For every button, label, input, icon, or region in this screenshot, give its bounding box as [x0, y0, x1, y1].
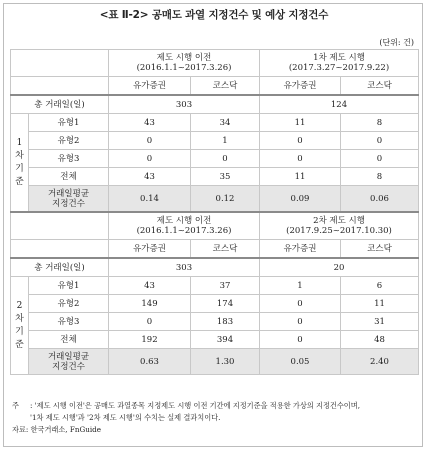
s1-before-title: 제도 시행 이전 — [156, 53, 212, 63]
s2-average-row — [11, 349, 419, 375]
s2-before-period: (2016.1.1~2017.3.26) — [136, 226, 232, 236]
unit-label: (단위: 건) — [379, 38, 414, 47]
row-label: 전체 — [29, 331, 109, 349]
s1-col-kospi-after: 유가증권 — [260, 77, 341, 96]
note-text-2: '1차 제도 시행'과 '2차 제도 시행'의 수치는 실제 결과치이다. — [30, 413, 221, 422]
s1-before-period: (2016.1.1~2017.3.26) — [136, 63, 232, 73]
s1-market-header-row — [11, 77, 419, 96]
table-cell: 0 — [191, 150, 260, 168]
s2-trading-days-row — [11, 258, 419, 277]
s2-type1-row — [11, 277, 419, 295]
s2-trading-days-after: 20 — [260, 258, 419, 277]
s1-total-row — [11, 168, 419, 186]
s2-col-kosdaq-before: 코스닥 — [191, 240, 260, 259]
row-label: 유형1 — [29, 114, 109, 132]
s2-market-blank — [11, 240, 109, 259]
table-cell: 37 — [191, 277, 260, 295]
s1-col-kosdaq-before: 코스닥 — [191, 77, 260, 96]
table-cell: 0 — [260, 331, 341, 349]
table-cell: 6 — [341, 277, 419, 295]
note-line — [12, 400, 416, 412]
s2-type3-row — [11, 313, 419, 331]
s2-market-header-row — [11, 240, 419, 259]
note-text-1: : '제도 시행 이전'은 공매도 과열종목 지정제도 시행 이전 기간에 지정기준을 적용한 가상의 지정건수이며, — [30, 401, 360, 410]
table-cell: 0.12 — [191, 186, 260, 213]
table-cell: 31 — [341, 313, 419, 331]
s1-col-kospi-before: 유가증권 — [109, 77, 191, 96]
table-cell: 0 — [341, 132, 419, 150]
table-cell: 1.30 — [191, 349, 260, 375]
table-cell: 43 — [109, 277, 191, 295]
s1-after-title: 1차 제도 시행 — [313, 53, 365, 63]
table-cell: 394 — [191, 331, 260, 349]
table-cell: 35 — [191, 168, 260, 186]
s2-total-row — [11, 331, 419, 349]
table-cell: 0.63 — [109, 349, 191, 375]
s2-before-header — [109, 212, 260, 240]
table-cell: 192 — [109, 331, 191, 349]
s2-before-title: 제도 시행 이전 — [156, 216, 212, 226]
s2-period-header-row — [11, 212, 419, 240]
table-cell: 1 — [260, 277, 341, 295]
table-cell: 0 — [260, 295, 341, 313]
table-cell: 34 — [191, 114, 260, 132]
s2-col-kospi-before: 유가증권 — [109, 240, 191, 259]
avg-row-label: 거래일평균 지정건수 — [29, 349, 109, 375]
s1-type3-row — [11, 150, 419, 168]
row-label: 유형3 — [29, 150, 109, 168]
s2-side-label: 2 차 기 준 — [11, 277, 29, 375]
table-cell: 11 — [260, 114, 341, 132]
s1-trading-days-after: 124 — [260, 95, 419, 114]
s1-type2-row — [11, 132, 419, 150]
s2-trading-days-label: 총 거래일(일) — [11, 258, 109, 277]
table-cell: 11 — [260, 168, 341, 186]
s2-after-header — [260, 212, 419, 240]
row-label: 유형2 — [29, 132, 109, 150]
designation-count-table — [10, 49, 419, 375]
s1-type1-row — [11, 114, 419, 132]
s1-after-header — [260, 50, 419, 77]
s1-period-header-row — [11, 50, 419, 77]
s1-average-row — [11, 186, 419, 213]
table-cell: 0 — [109, 132, 191, 150]
table-footnotes — [12, 400, 416, 436]
table-cell: 0 — [260, 150, 341, 168]
s1-trading-days-row — [11, 95, 419, 114]
s2-trading-days-before: 303 — [109, 258, 260, 277]
s2-type2-row — [11, 295, 419, 313]
s1-market-blank — [11, 77, 109, 96]
table-cell: 0.14 — [109, 186, 191, 213]
table-cell: 11 — [341, 295, 419, 313]
table-cell: 0 — [109, 313, 191, 331]
s1-header-blank — [11, 50, 109, 77]
s2-after-title: 2차 제도 시행 — [313, 216, 365, 226]
table-cell: 0.06 — [341, 186, 419, 213]
table-cell: 1 — [191, 132, 260, 150]
table-cell: 8 — [341, 114, 419, 132]
table-cell: 0.05 — [260, 349, 341, 375]
s1-col-kosdaq-after: 코스닥 — [341, 77, 419, 96]
table-cell: 174 — [191, 295, 260, 313]
table-cell: 0.09 — [260, 186, 341, 213]
s1-after-period: (2017.3.27~2017.9.22) — [288, 63, 390, 73]
s2-col-kosdaq-after: 코스닥 — [341, 240, 419, 259]
table-cell: 0 — [109, 150, 191, 168]
table-cell: 8 — [341, 168, 419, 186]
row-label: 유형2 — [29, 295, 109, 313]
note-line — [12, 412, 416, 424]
s1-side-label: 1 차 기 준 — [11, 114, 29, 213]
row-label: 전체 — [29, 168, 109, 186]
table-cell: 0 — [341, 150, 419, 168]
table-cell: 0 — [260, 313, 341, 331]
table-cell: 149 — [109, 295, 191, 313]
row-label: 유형1 — [29, 277, 109, 295]
s2-after-period: (2017.9.25~2017.10.30) — [286, 226, 392, 236]
table-cell: 183 — [191, 313, 260, 331]
avg-row-label: 거래일평균 지정건수 — [29, 186, 109, 213]
table-cell: 0 — [260, 132, 341, 150]
note-key: 주 — [12, 401, 19, 410]
s1-trading-days-before: 303 — [109, 95, 260, 114]
s1-before-header — [109, 50, 260, 77]
s2-col-kospi-after: 유가증권 — [260, 240, 341, 259]
row-label: 유형3 — [29, 313, 109, 331]
s1-trading-days-label: 총 거래일(일) — [11, 95, 109, 114]
table-cell: 48 — [341, 331, 419, 349]
source-note: 자료: 한국거래소, FnGuide — [12, 425, 102, 434]
table-cell: 2.40 — [341, 349, 419, 375]
table-title: <표 Ⅱ-2> 공매도 과열 지정건수 및 예상 지정건수 — [99, 9, 329, 21]
s2-header-blank — [11, 212, 109, 240]
table-cell: 43 — [109, 168, 191, 186]
table-cell: 43 — [109, 114, 191, 132]
